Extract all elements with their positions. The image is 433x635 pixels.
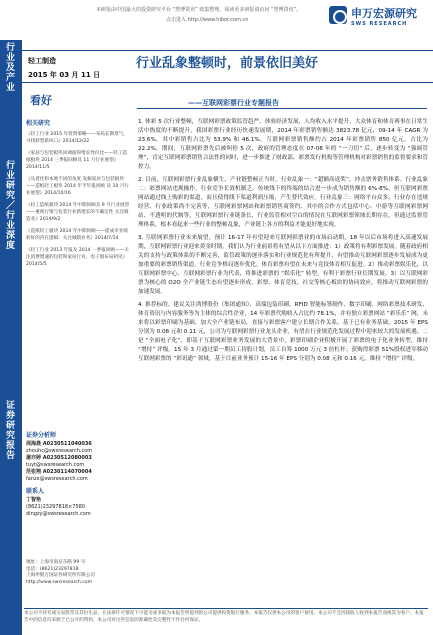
related-item[interactable]: 《轻工行业 2015 年投资策略——布局长期景气，寻找转型新风口》2014/12/22 bbox=[26, 132, 128, 144]
related-item[interactable]: 《轻工造纸板块 2014 年中期回顾及 9 月行业展望——重视行情与包装行业新增长的不确定性 关注制造业》2014/9/2 bbox=[26, 203, 130, 222]
report-date: 2015 年 03 月 11 日 bbox=[28, 71, 101, 79]
body-paragraph: 4. 推荐标的。建议关注鸿博股份（集团通知）、高端包装印刷、RFID 智能标签制作、数字印刷、网络彩票技术研发、体育资讯与内容服务等为主体的综合性企业，14 年彩票代购收入占比约 78.1%，并有独立彩票网站 “彩乐乐” 网，未来将以彩票印刷为基础，加大全产业链布局，直接与彩票客户建立长期合作关系，基于已有业务基础，2015 年 EPS 分别为 0.08 元和 0.11 元，公司为互联网彩票行业龙头企业，有望在行业规范化发展过程中迎来较大的发展机遇。二是 “全面电子化”，即基于互联网彩票业务发展的大背景中，彩票印刷企业积极开展了彩票的电子化业务转型，维持 “增持” 评级。15 年 3 月通过第一期员工持股计划，员工自筹 1000 万元 3 倍杠杆；获购得彩票 51%股权进军移动互联网彩票的 “彩讯通” 领域，基于目前业务预计 15-16 年 EPS 分别为 0.08 元和 0.16 元，维持 “增持” 评级。 bbox=[138, 302, 428, 362]
rating-label: 看好 bbox=[30, 94, 52, 107]
body-paragraph: 2. 目前，互联网彩票行业乱象横生，产业链整顿正当时。行业乱象一：“超额高返奖”，冲击票务销售体系。行业乱象二：彩票网站违规操作，行业竞争长效机制乏。传统线下的终端的结合进一步成为销售额的 6%-8%，但互联网彩票网站通过线上购彩的渠道，而且使得线下渠道利润压缩、产生替代效应。行业乱象三：网络平台众多、行业存在违规经营、行业政策尚不完善等，互联网彩票网站和彩票销售商签约、其中的合作方式包括中心、中游等互联网彩票网站、不透明的代购等，互联网彩票行业链条长，行业监管相对空白的情况在互联网彩票领域长期存在，但通过监督管理体系，根本看起来一些行业的整顿乱象，产业链上各方的利益才能更好地实现。 bbox=[138, 177, 428, 228]
contact-phone: (8621)23297818×7580 bbox=[26, 504, 85, 510]
report-subtitle: ——互联网彩票行业专题报告 bbox=[188, 99, 279, 107]
contact-name: 丁智艳 bbox=[26, 497, 42, 503]
report-title: 行业乱象整顿时，前景依旧美好 bbox=[136, 56, 319, 71]
related-item[interactable]: 《造纸轻工板块 2014 年中期回顾——提成市业绩转好的内在逻辑：关注城镇业务》2014/7/14 bbox=[26, 229, 128, 241]
disclaimer: 本公司不持有或交易股票及其衍生品，在法律许可情况下可能为或争取为本报告所提到的公司提供投资银行服务。本报告仅供本公司的客户使用。本公司不会因接收人收到本报告而视其为客户。本报告中的信息均来源于已公开的资料，本公司对这些信息的准确性及完整性不作任何保证。 bbox=[24, 608, 428, 624]
body-paragraph: 3. 互联网彩票行业未来展望。预计 16-17 年有望迎来互联网彩票业的市场启动期，18 年以后市场将进入高速发展期，互联网彩票行业迎来黄金时期。我们认为行业前景将有望从以下方面推进：1）政策将有利彩票发展。随着政府相关的支持与政策体系的不断完善，监管政策的逐步落实和行业规范化有所提升，有望推动互联网彩票逐步发展成为更加重要的彩票销售渠道，行业竞争格局逐步优化，体育彩票有望在未来与竞技体育相互促进。2）推动彩票娱乐化，以互联网彩票中心、互联网彩票行业为代表，将推进彩票的 “娱乐化” 转型，有利于彩票行业长期发展。3）以互联网彩票为核心的 O2O 全产业链生态有望逐步形成，彩票、体育竞技、社交等核心板块的协同效应，将推动互联网彩票的加速发展。 bbox=[138, 235, 428, 295]
analyst-name: 屠亦婷 A0230512080003 bbox=[26, 455, 92, 461]
top-bar bbox=[0, 0, 433, 44]
analyst-name: 周海晨 A0230511040036 bbox=[26, 441, 92, 447]
sidebar-label-research: 行业研究／行业深度 bbox=[4, 160, 14, 250]
title-rule bbox=[22, 82, 433, 83]
contact-heading: 联系人 bbox=[26, 488, 45, 495]
analyst-email[interactable]: zhouhc@swsresearch.com bbox=[26, 448, 93, 454]
sidebar-label-industry: 行业及产业 bbox=[4, 42, 14, 92]
related-item[interactable]: 《从着化和本地不同的角度 发掘家居与包装板块——造纸轻工板块 2014 年半年报回顾 及 10 月行业展望》2014/10/16 bbox=[26, 177, 129, 196]
sector-label: 轻工制造 bbox=[28, 57, 56, 65]
header-url-link[interactable]: 点击进入 http://www.hibor.com.cn bbox=[166, 17, 249, 23]
related-item[interactable]: 《家居与包装板块回调值得增长性价比——轻工造纸板块 2014 三季报回顾及 11 月行业展望》2014/11/5 bbox=[26, 151, 128, 170]
header-note: 本研报由中国最大的投资研究平台 “慧博资讯” 收集整理，阅读更多研报请访问 “慧博资讯”。 bbox=[96, 7, 302, 13]
address-line: 电话：(8621)23297818 bbox=[26, 566, 79, 572]
subtitle-rule bbox=[137, 108, 427, 109]
analyst-email[interactable]: tuyt@swsresearch.com bbox=[26, 462, 85, 468]
address-line: 地址：上海市南京东路 99 号 bbox=[26, 560, 86, 565]
analyst-email[interactable]: fanzx@swsresearch.com bbox=[26, 476, 88, 482]
logo-en: SWS RESEARCH bbox=[351, 21, 408, 27]
sidebar-label-report: 证券研究报告 bbox=[4, 400, 14, 460]
body-paragraph: 1. 体彩 5 次行业整顿，互联网彩票政策监管趋严。体验经济发展，人均收入水平提升，大众体育和体育赛事在日常生活中热度的不断提升，我国彩票行业经历快速发展期，2014 年彩票销售额达 3823.78 亿元，09-14 年 CAGR 为 23.6%。其中彩销售占比为 53.9% 和 46.1%。互联网彩票销售额约占 2014 年彩票销售 850 亿元，占比为 22.2%。期间，互联网彩票先后被叫停 5 次，政府的管理态度在 07-08 年的 “一刀切” 后，逐步转变为 “强调管理”，肯定互联网彩票销售合法性的同时，进一步推进了财政部、彩票发行机构等管理机构对彩票销售的监督要求和管控力。 bbox=[138, 119, 428, 170]
header-rule bbox=[22, 50, 433, 51]
address-link[interactable]: http://www.swsresearch.com bbox=[26, 579, 93, 585]
address-block bbox=[26, 560, 134, 586]
related-research-section bbox=[26, 118, 130, 273]
analyst-section bbox=[26, 432, 130, 518]
report-body bbox=[138, 118, 428, 368]
logo-cn: 申万宏源研究 bbox=[351, 7, 417, 20]
analyst-name: 范张翔 A0230114070004 bbox=[26, 469, 92, 475]
logo-mark-icon bbox=[329, 6, 347, 24]
related-item[interactable]: 《轻工行业 2013 年报及 2014 一季报回顾——关注消费增速的包装和家居行业，电子烟布局初见》2014/5/5 bbox=[26, 248, 129, 267]
analyst-heading: 证券分析师 bbox=[26, 432, 57, 439]
left-sidebar-strip bbox=[0, 40, 22, 635]
sws-logo bbox=[329, 2, 425, 40]
contact-email[interactable]: dingzy@swsresearch.com bbox=[26, 511, 91, 517]
related-heading: 相关研究 bbox=[26, 120, 51, 127]
address-line: 上海申银万国证券研究所有限公司 bbox=[26, 573, 95, 578]
